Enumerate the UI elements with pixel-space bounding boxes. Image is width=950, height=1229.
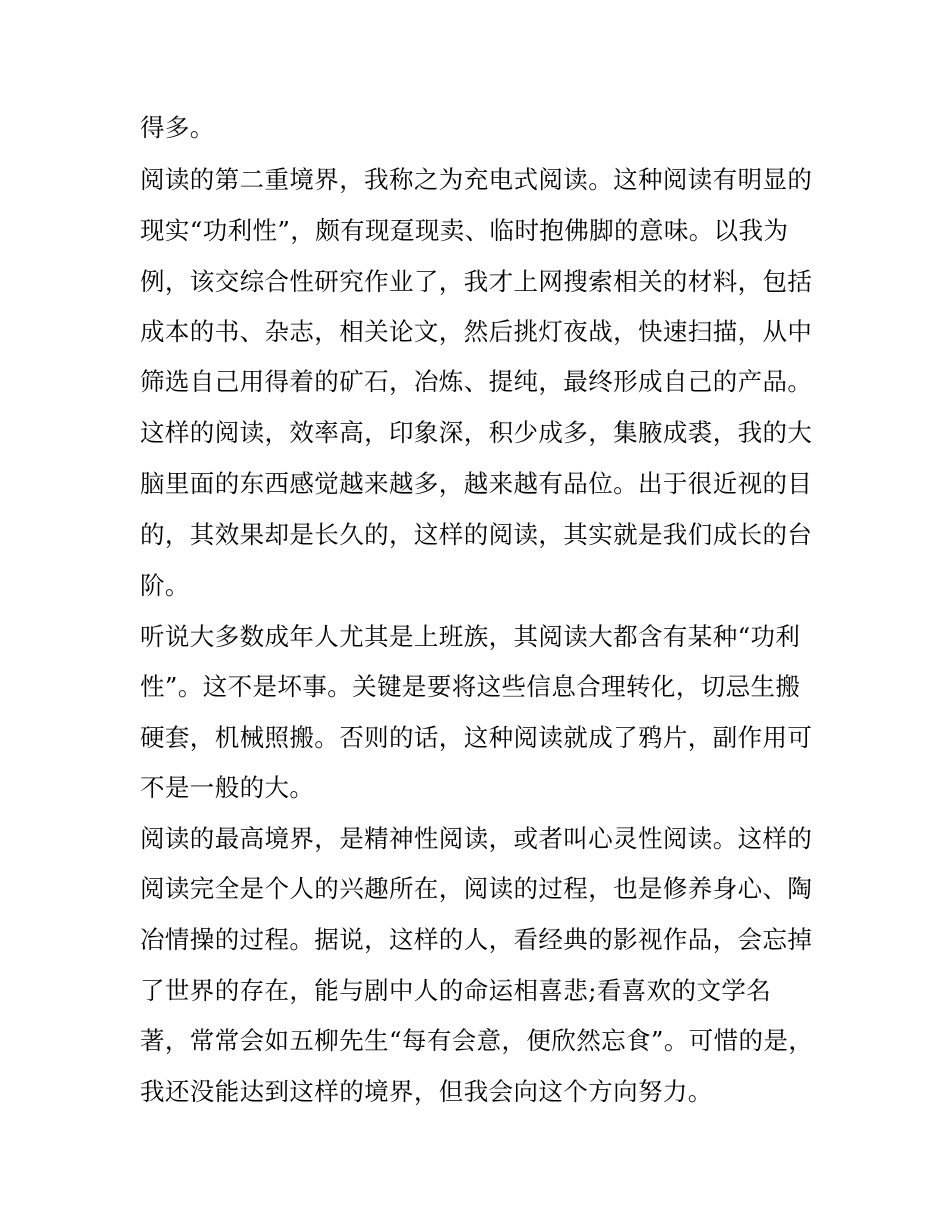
text-line: 得多。 (140, 113, 215, 142)
text-line: 了世界的存在，能与剧中人的命运相喜悲;看喜欢的文学名 (140, 976, 772, 1005)
text-line: 著，常常会如五柳先生“每有会意，便欣然忘食”。可惜的是， (140, 1026, 814, 1055)
text-line: 不是一般的大。 (140, 773, 315, 802)
text-line: 听说大多数成年人尤其是上班族，其阅读大都含有某种“功利 (140, 622, 801, 651)
text-line: 阅读完全是个人的兴趣所在，阅读的过程，也是修养身心、陶 (140, 874, 813, 903)
text-line: 阅读的第二重境界，我称之为充电式阅读。这种阅读有明显的 (140, 165, 813, 194)
text-line: 脑里面的东西感觉越来越多，越来越有品位。出于很近视的目 (140, 469, 813, 498)
text-line: 这样的阅读，效率高，印象深，积少成多，集腋成裘，我的大 (140, 418, 813, 447)
text-line: 成本的书、杂志，相关论文，然后挑灯夜战，快速扫描，从中 (140, 317, 813, 346)
text-line: 我还没能达到这样的境界，但我会向这个方向努力。 (140, 1077, 713, 1106)
text-line: 阅读的最高境界，是精神性阅读，或者叫心灵性阅读。这样的 (140, 824, 813, 853)
text-line: 的，其效果却是长久的，这样的阅读，其实就是我们成长的台 (140, 520, 813, 549)
text-line: 筛选自己用得着的矿石，冶炼、提纯，最终形成自己的产品。 (140, 367, 813, 396)
text-line: 阶。 (140, 571, 190, 600)
text-line: 硬套，机械照搬。否则的话，这种阅读就成了鸦片，副作用可 (140, 723, 813, 752)
text-line: 现实“功利性”，颇有现趸现卖、临时抱佛脚的意味。以我为 (140, 216, 789, 245)
text-line: 例，该交综合性研究作业了，我才上网搜索相关的材料，包括 (140, 267, 813, 296)
text-line: 性”。这不是坏事。关键是要将这些信息合理转化，切忌生搬 (140, 672, 801, 701)
text-line: 冶情操的过程。据说，这样的人，看经典的影视作品，会忘掉 (140, 925, 813, 954)
